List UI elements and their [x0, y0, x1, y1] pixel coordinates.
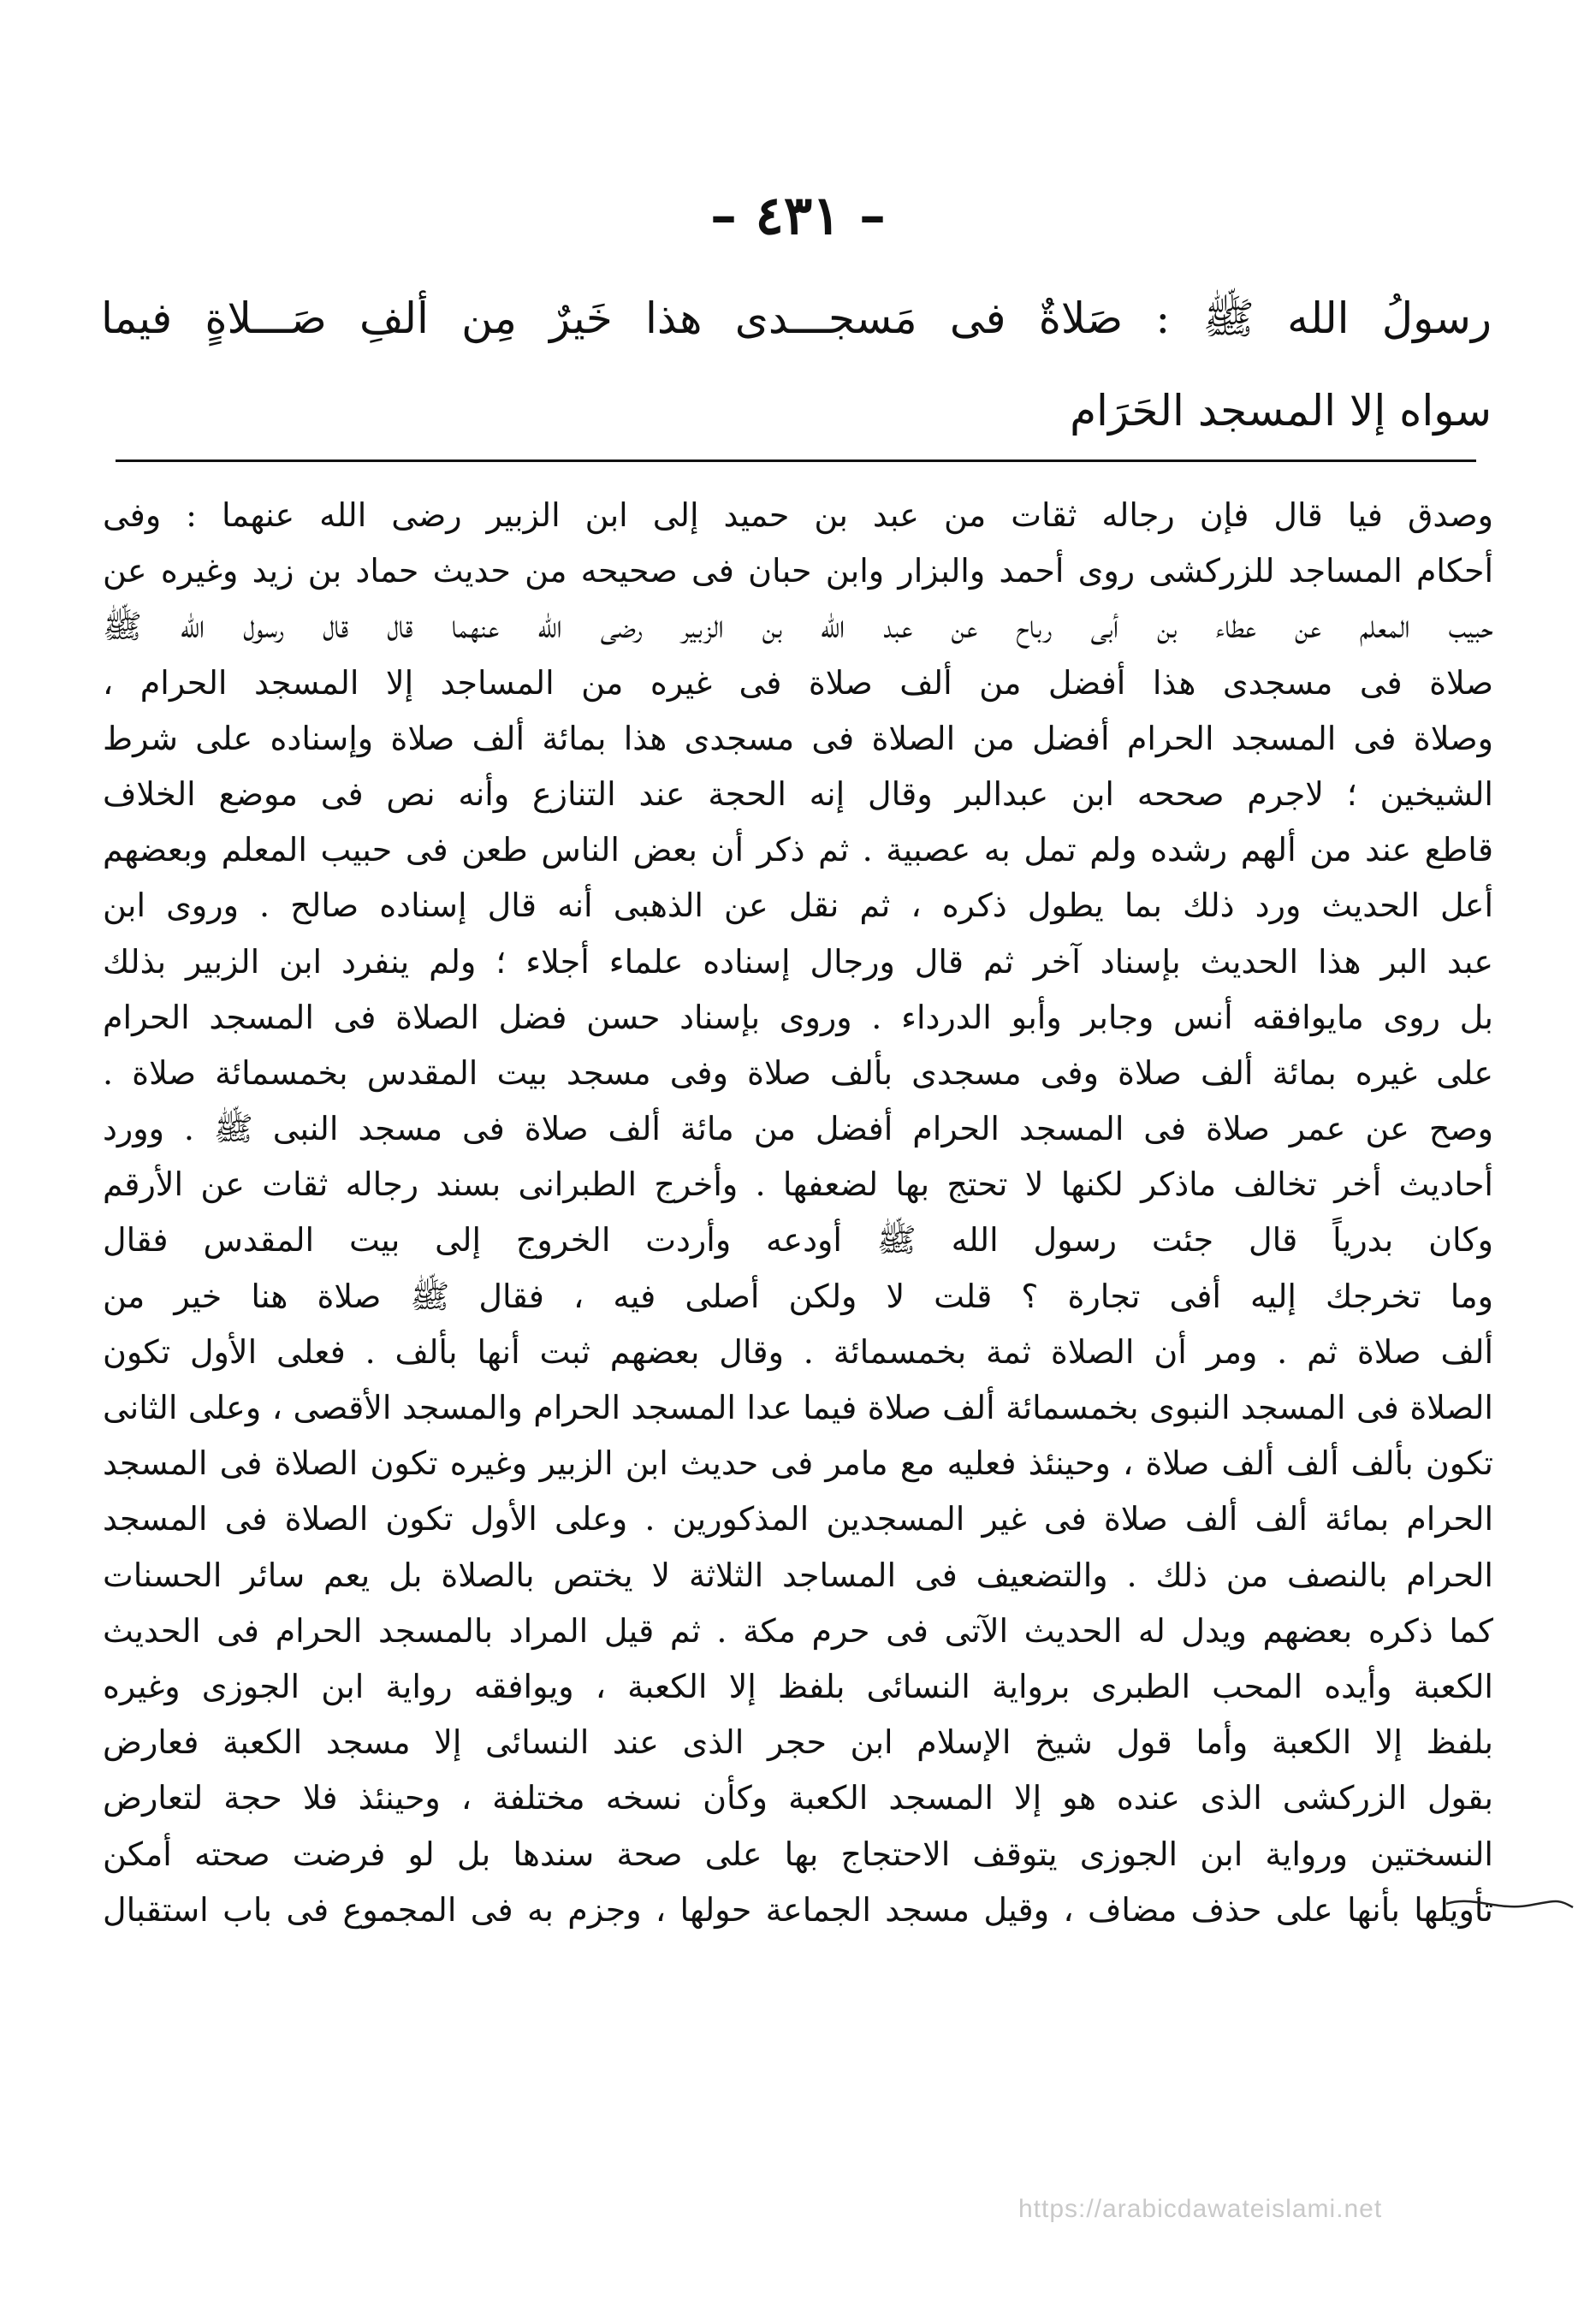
footnote-line: بلفظ إلا الكعبة وأما قول شيخ الإسلام ابن حجر الذى عند النسائى إلا مسجد الكعبة فعارض: [103, 1723, 1493, 1762]
footnote-line: وصلاة فى المسجد الحرام أفضل من الصلاة فى مسجدى هذا بمائة ألف صلاة وإسناده على شرط: [103, 719, 1493, 757]
footnote-line: الحرام بالنصف من ذلك . والتضعيف فى المساجد الثلاثة لا يختص بالصلاة بل يعم سائر الحسنات: [103, 1556, 1493, 1594]
footnote-line: قاطع عند من ألهم رشده ولم تمل به عصبية . ثم ذكر أن بعض الناس طعن فى حبيب المعلم وبعضهم: [103, 831, 1493, 869]
footnote-line: وصح عن عمر صلاة فى المسجد الحرام أفضل من مائة ألف صلاة فى مسجد النبى ﷺ . وورد: [103, 1110, 1493, 1148]
footnote-line: الكعبة وأيده المحب الطبرى برواية النسائى بلفظ إلا الكعبة ، ويوافقه رواية ابن الجوزى وغيره: [103, 1667, 1493, 1705]
footnote-line: صلاة فى مسجدى هذا أفضل من ألف صلاة فى غيره من المساجد إلا المسجد الحرام ،: [103, 663, 1493, 702]
footnote-line: أحاديث أخر تخالف ماذكر لكنها لا تحتج بها لضعفها . وأخرج الطبرانى بسند رجاله ثقات عن الأرقم: [103, 1165, 1493, 1204]
footnote-line: بقول الزركشى الذى عنده هو إلا المسجد الكعبة وكأن نسخه مختلفة ، وحينئذ فلا حجة لتعارض: [103, 1779, 1493, 1817]
footnote-line: أعل الحديث ورد ذلك بما يطول ذكره ، ثم نقل عن الذهبى أنه قال إسناده صالح . وروى ابن: [103, 886, 1493, 925]
footnote-line: تأويلها بأنها على حذف مضاف ، وقيل مسجد الجماعة حولها ، وجزم به فى المجموع فى باب استقبال: [103, 1890, 1493, 1929]
footnote-line: النسختين ورواية ابن الجوزى يتوقف الاحتجاج بها على صحة سندها بل لو فرضت صحته أمكن: [103, 1835, 1493, 1873]
footnote-line: وصدق فيا قال فإن رجاله ثقات من عبد بن حميد إلى ابن الزبير رضى الله عنهما : وفى: [103, 496, 1493, 534]
footnote-block: [103, 488, 1493, 1938]
footnote-line: حبيب المعلم عن عطاء بن أبى رباح عن عبد الله بن الزبير رضى الله عنهما قال قال رسول الله ﷺ: [103, 608, 1493, 646]
footnote-line: الحرام بمائة ألف ألف صلاة فى غير المسجدين المذكورين . وعلى الأول تكون الصلاة فى المسجد: [103, 1500, 1493, 1538]
footnote-line: كما ذكره بعضهم ويدل له الحديث الآتى فى حرم مكة . ثم قيل المراد بالمسجد الحرام فى الحديث: [103, 1611, 1493, 1650]
footnote-line: تكون بألف ألف ألف صلاة ، وحينئذ فعليه مع مامر فى حديث ابن الزبير وغيره تكون الصلاة فى المسجد: [103, 1444, 1493, 1483]
page-number: – ٤٣١ –: [709, 184, 887, 246]
main-text-line: سواه إلا المسجد الحَرَام: [1070, 386, 1492, 436]
main-text: [101, 272, 1492, 457]
footnote-line: الشيخين ؛ لاجرم صححه ابن عبدالبر وقال إنه الحجة عند التنازع وأنه نص فى موضع الخلاف: [103, 774, 1493, 813]
footnote-line: عبد البر هذا الحديث بإسناد آخر ثم قال ورجال إسناده علماء أجلاء ؛ ولم ينفرد ابن الزبير بذلك: [103, 942, 1493, 981]
margin-pen-mark: [1446, 1887, 1575, 1921]
watermark-url: https://arabicdawateislami.net: [1018, 2195, 1383, 2223]
footnote-line: على غيره بمائة ألف صلاة وفى مسجدى بألف صلاة وفى مسجد بيت المقدس بخمسمائة صلاة .: [103, 1053, 1493, 1092]
main-text-line: رسولُ الله ﷺ : صَلاةٌ فى مَسجـــدى هذا خَيرٌ مِن ألفِ صَـــلاةٍ فيما: [101, 293, 1492, 343]
footnote-line: الصلاة فى المسجد النبوى بخمسمائة ألف صلاة فيما عدا المسجد الحرام والمسجد الأقصى ، وعلى الثانى: [103, 1389, 1493, 1426]
footnote-divider: [116, 459, 1476, 462]
footnote-line: ألف صلاة ثم . ومر أن الصلاة ثمة بخمسمائة . وقال بعضهم ثبت أنها بألف . فعلى الأول تكون: [103, 1332, 1493, 1371]
footnote-line: أحكام المساجد للزركشى روى أحمد والبزار وابن حبان فى صحيحه من حديث حماد بن زيد وغيره عن: [103, 552, 1493, 590]
footnote-line: بل روى مايوافقه أنس وجابر وأبو الدرداء . وروى بإسناد حسن فضل الصلاة فى المسجد الحرام: [103, 998, 1493, 1036]
footnote-line: وكان بدرياً قال جئت رسول الله ﷺ أودعه وأردت الخروج إلى بيت المقدس فقال: [103, 1221, 1493, 1260]
footnote-line: وما تخرجك إليه أفى تجارة ؟ قلت لا ولكن أصلى فيه ، فقال ﷺ صلاة هنا خير من: [103, 1277, 1493, 1315]
